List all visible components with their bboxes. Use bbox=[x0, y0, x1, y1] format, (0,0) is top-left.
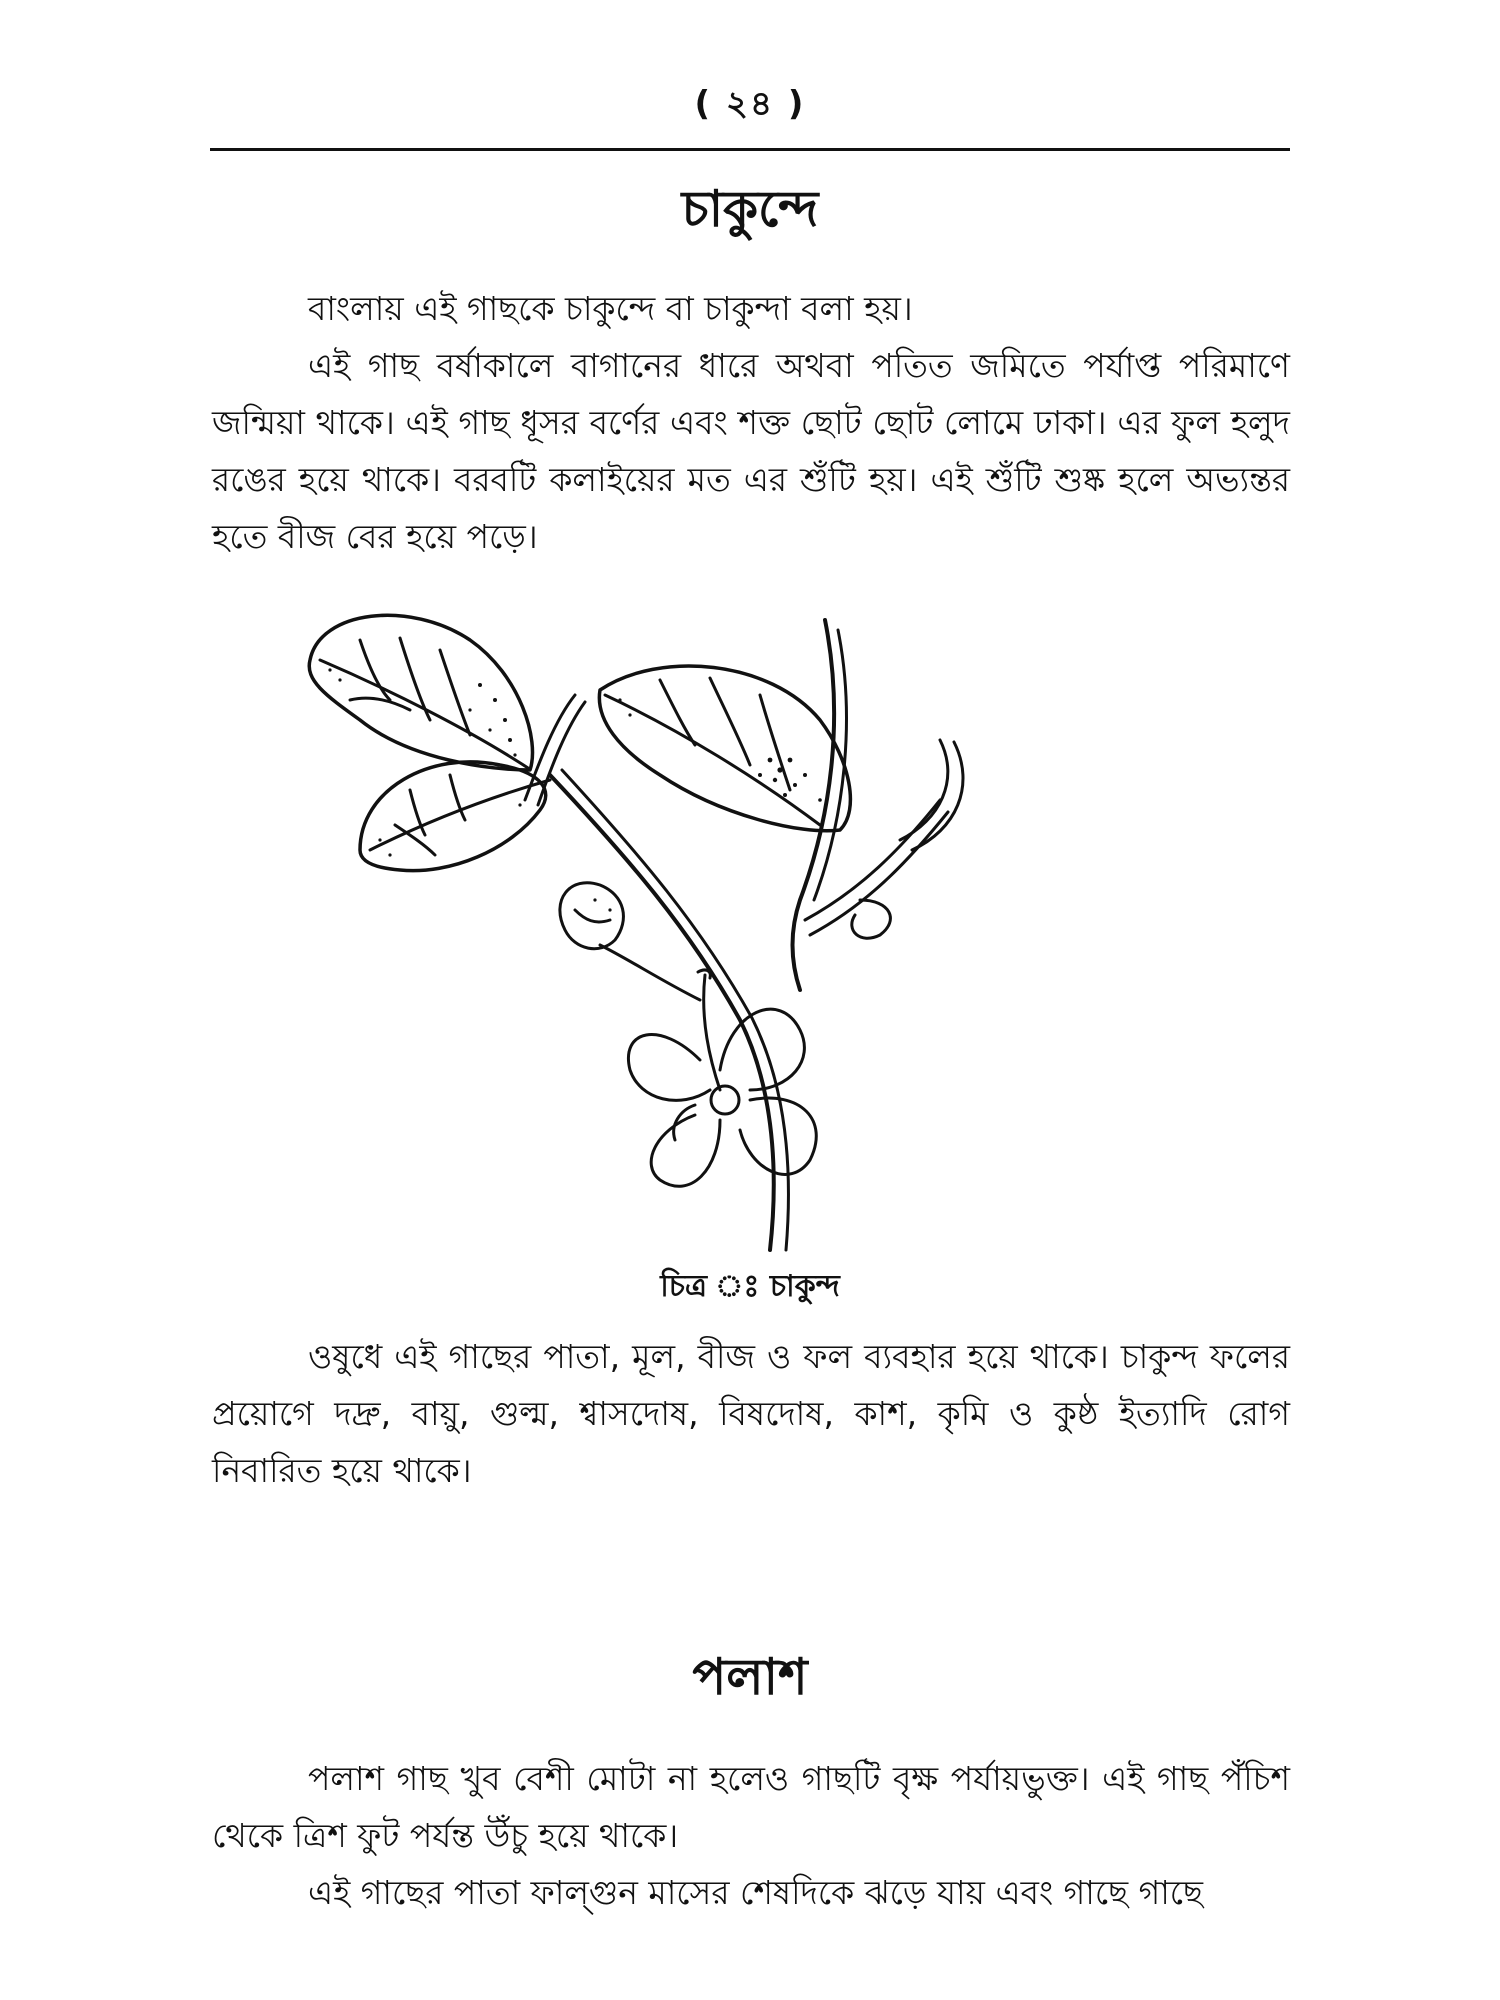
section-chakunde-uses bbox=[212, 1328, 1290, 1499]
paragraph: পলাশ গাছ খুব বেশী মোটা না হলেও গাছটি বৃক্ষ পর্যায়ভুক্ত। এই গাছ পঁচিশ থেকে ত্রিশ ফুট পর্যন্ত উঁচু হয়ে থাকে। bbox=[212, 1759, 1290, 1855]
paragraph: এই গাছ বর্ষাকালে বাগানের ধারে অথবা পতিত জমিতে পর্যাপ্ত পরিমাণে জন্মিয়া থাকে। এই গাছ ধূসর বর্ণের এবং শক্ত ছোট ছোট লোমে ঢাকা। এর ফুল হলুদ রঙের হয়ে থাকে। বরবটি কলাইয়ের মত এর শুঁটি হয়। এই শুঁটি শুষ্ক হলে অভ্যন্তর হতে বীজ বের হয়ে পড়ে। bbox=[212, 346, 1290, 556]
figure-caption: চিত্র ঃ চাকুন্দ bbox=[660, 1269, 840, 1304]
page-number: ( ২৪ ) bbox=[694, 84, 806, 124]
section-title-chakunde: চাকুন্দে bbox=[681, 180, 819, 238]
section-palash-text bbox=[212, 1750, 1290, 1921]
paragraph: ওষুধে এই গাছের পাতা, মূল, বীজ ও ফল ব্যবহার হয়ে থাকে। চাকুন্দ ফলের প্রয়োগে দদ্রু, বায়ু, গুল্ম, শ্বাসদোষ, বিষদোষ, কাশ, কৃমি ও কুষ্ঠ ইত্যাদি রোগ নিবারিত হয়ে থাকে। bbox=[212, 1337, 1290, 1490]
paragraph: বাংলায় এই গাছকে চাকুন্দে বা চাকুন্দা বলা হয়। bbox=[308, 289, 913, 328]
section-title-palash: পলাশ bbox=[692, 1648, 808, 1706]
chakunda-plant-illustration bbox=[300, 600, 1040, 1260]
paragraph: এই গাছের পাতা ফাল্গুন মাসের শেষদিকে ঝড়ে যায় এবং গাছে গাছে bbox=[308, 1873, 1204, 1912]
header-rule bbox=[210, 148, 1290, 151]
section-chakunde-text bbox=[212, 280, 1290, 565]
